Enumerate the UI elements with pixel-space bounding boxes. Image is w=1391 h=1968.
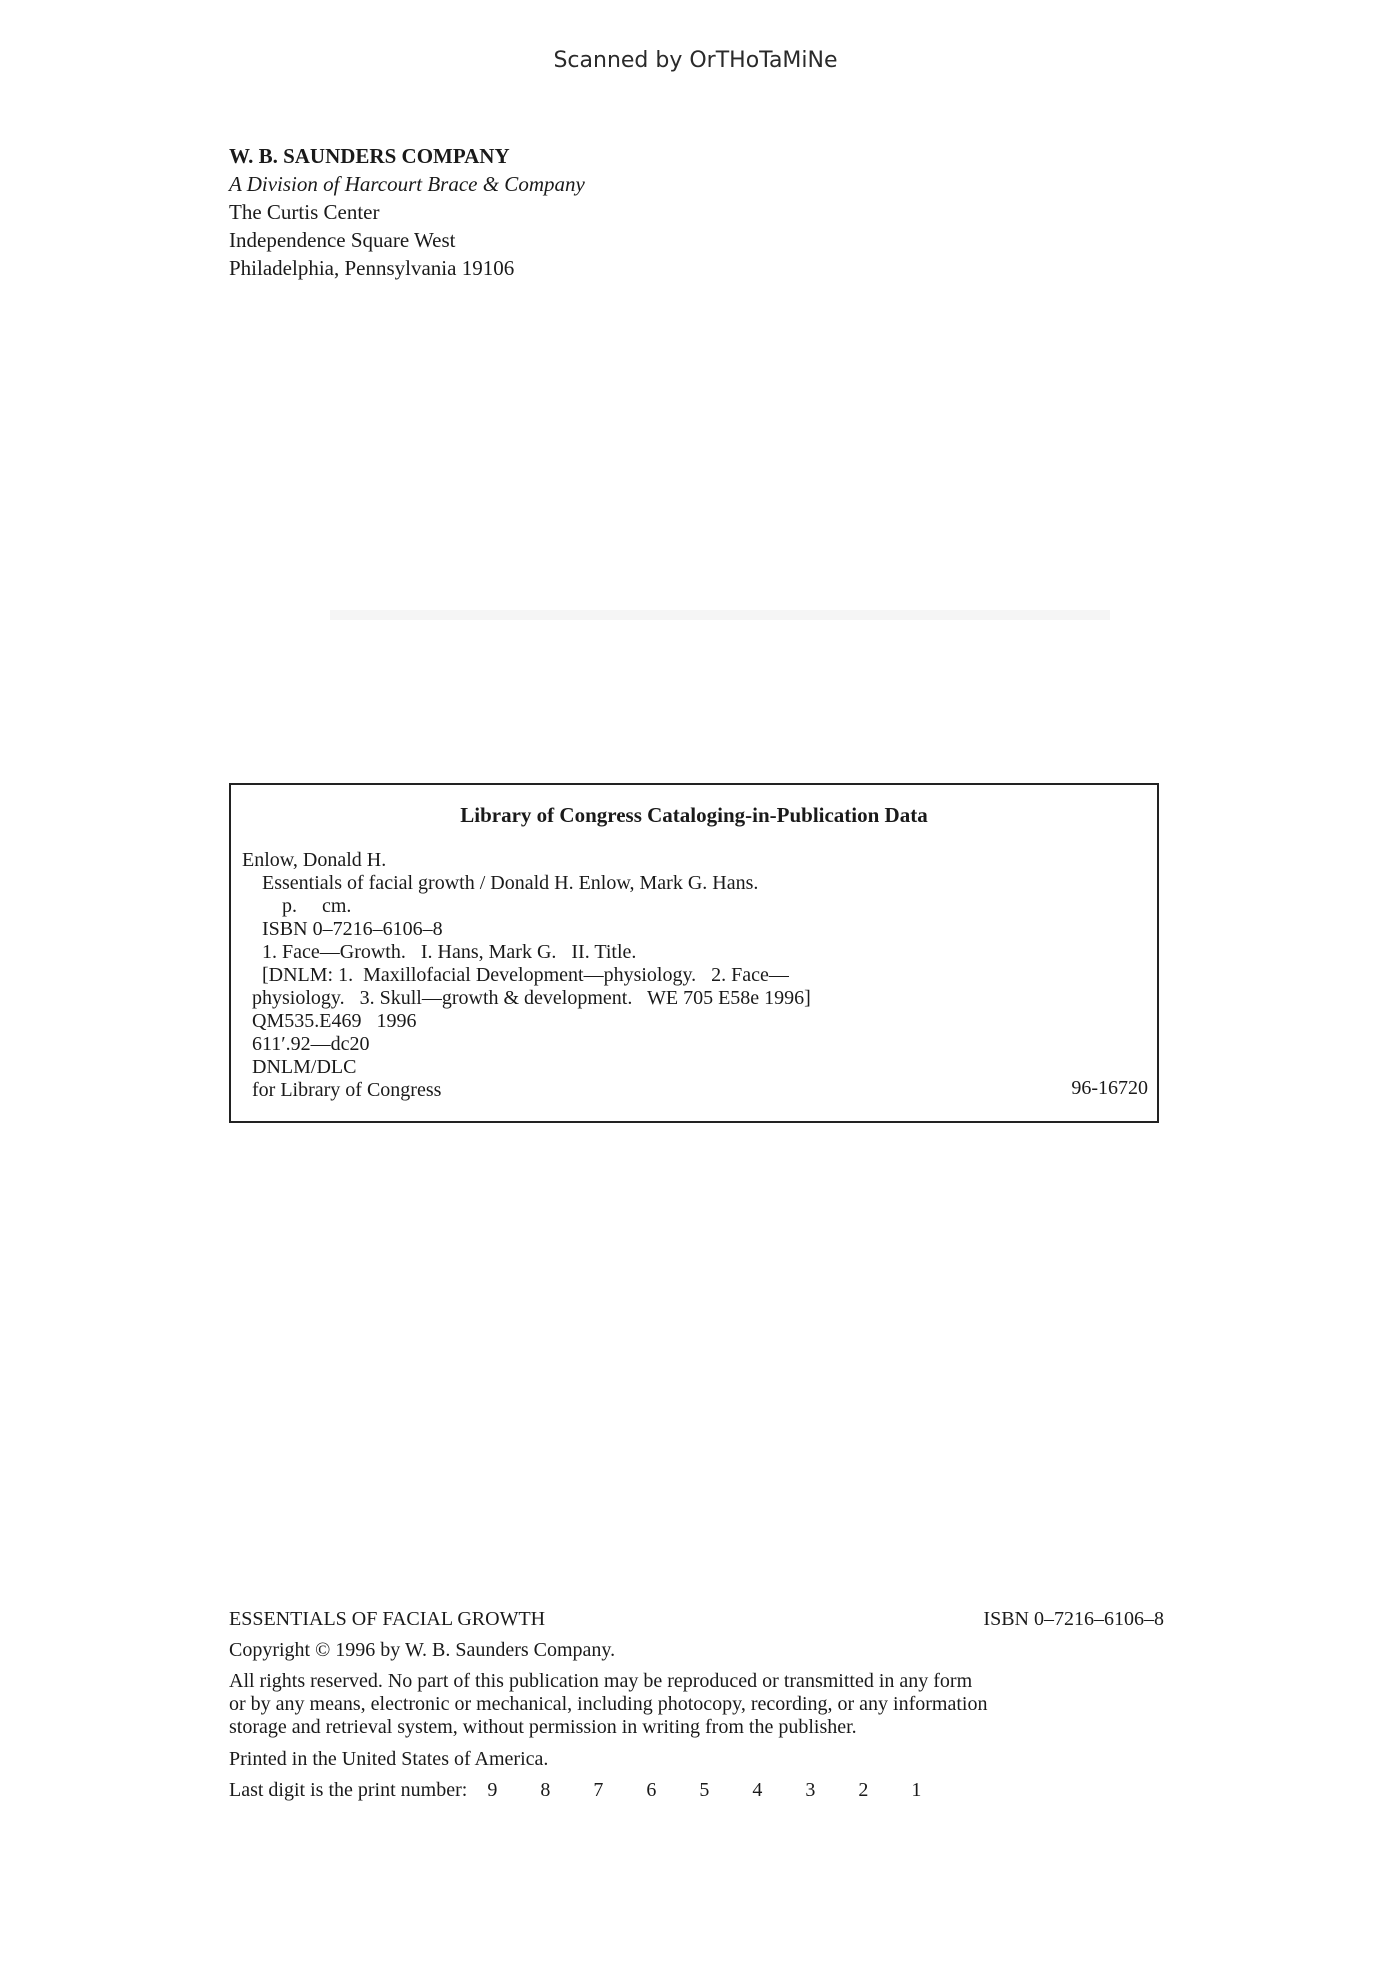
publisher-name: W. B. SAUNDERS COMPANY xyxy=(229,144,510,168)
cip-line: Enlow, Donald H. xyxy=(242,849,387,871)
scan-credit: Scanned by OrTHoTaMiNe xyxy=(553,48,838,73)
cip-line: Essentials of facial growth / Donald H. Enlow, Mark G. Hans. xyxy=(242,872,759,894)
rights-line: or by any means, electronic or mechanical, including photocopy, recording, or any information xyxy=(229,1693,988,1715)
print-digits xyxy=(487,1779,964,1802)
print-digit: 7 xyxy=(593,1779,604,1801)
print-number-label: Last digit is the print number: xyxy=(229,1779,468,1801)
cip-line: [DNLM: 1. Maxillofacial Development—physiology. 2. Face— xyxy=(242,964,789,986)
print-digit: 9 xyxy=(487,1779,498,1801)
print-digit: 6 xyxy=(646,1779,657,1801)
print-digit: 3 xyxy=(805,1779,816,1801)
cip-lccn: 96-16720 xyxy=(1071,1077,1148,1099)
book-title: ESSENTIALS OF FACIAL GROWTH xyxy=(229,1608,546,1630)
cip-line: p. cm. xyxy=(242,895,352,917)
cip-line: physiology. 3. Skull—growth & development. WE 705 E58e 1996] xyxy=(242,987,811,1009)
print-digit: 1 xyxy=(911,1779,922,1801)
cip-line: 611′.92—dc20 xyxy=(242,1033,370,1055)
address-line: Philadelphia, Pennsylvania 19106 xyxy=(229,256,515,280)
book-isbn: ISBN 0–7216–6106–8 xyxy=(983,1608,1164,1630)
rights-line: storage and retrieval system, without permission in writing from the publisher. xyxy=(229,1716,857,1738)
copyright-line: Copyright © 1996 by W. B. Saunders Company. xyxy=(229,1639,616,1661)
title-isbn-row xyxy=(229,1608,1164,1631)
print-digit: 5 xyxy=(699,1779,710,1801)
publisher-block xyxy=(229,142,585,282)
cip-line: for Library of Congress xyxy=(242,1079,442,1101)
publisher-division: A Division of Harcourt Brace & Company xyxy=(229,172,585,196)
print-digit: 8 xyxy=(540,1779,551,1801)
address-line: The Curtis Center xyxy=(229,200,380,224)
cip-line: QM535.E469 1996 xyxy=(242,1010,417,1032)
address-line: Independence Square West xyxy=(229,228,456,252)
rights-line: All rights reserved. No part of this publication may be reproduced or transmitted in any form xyxy=(229,1670,973,1692)
printed-in-line: Printed in the United States of America. xyxy=(229,1748,549,1770)
cip-line: DNLM/DLC xyxy=(242,1056,357,1078)
cip-entry xyxy=(242,849,811,1102)
cip-line: ISBN 0–7216–6106–8 xyxy=(242,918,443,940)
rights-statement xyxy=(229,1670,1164,1739)
cip-title: Library of Congress Cataloging-in-Publication Data xyxy=(460,803,928,827)
print-number-row xyxy=(229,1779,1164,1802)
cip-line: 1. Face—Growth. I. Hans, Mark G. II. Title. xyxy=(242,941,637,963)
print-digit: 2 xyxy=(858,1779,869,1801)
bleed-through-rule xyxy=(330,600,1130,640)
print-digit: 4 xyxy=(752,1779,763,1801)
cip-data-box xyxy=(229,783,1159,1123)
